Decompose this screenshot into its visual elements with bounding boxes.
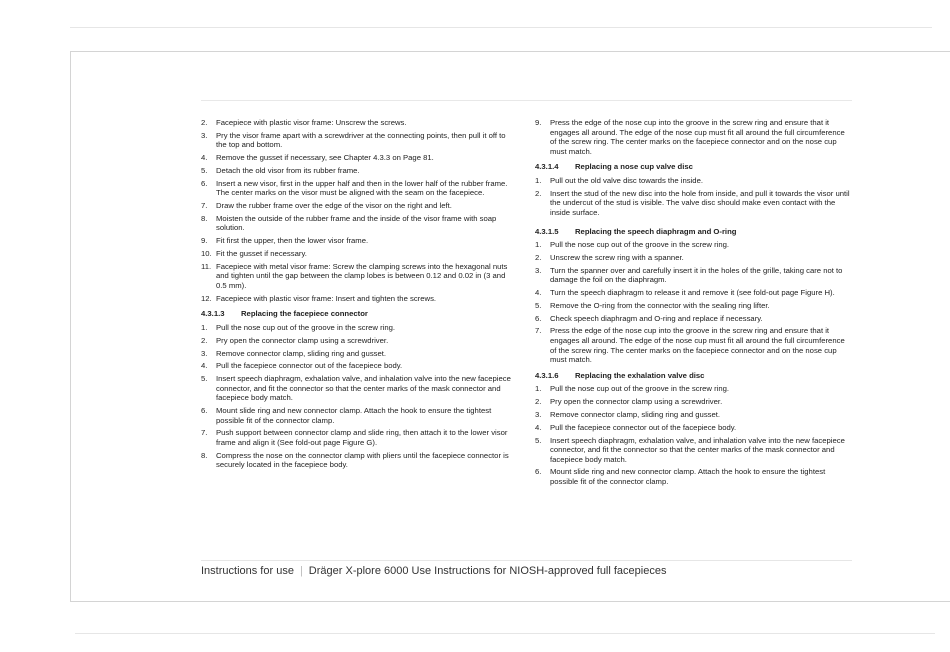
step-number: 5. — [201, 165, 208, 175]
step-number: 8. — [201, 213, 208, 223]
step-text: Press the edge of the nose cup into the groove in the screw ring and ensure that it engages all around. The edge of the nose cup must fit all around the full circumference of the screw ring. The center marks on the facepiece connector and on the nose cup must match. — [550, 326, 845, 365]
speech-diaphragm-steps — [535, 240, 853, 365]
list-item — [201, 451, 511, 470]
list-item — [201, 249, 511, 259]
step-number: 1. — [535, 175, 542, 185]
page-top-rule — [201, 100, 852, 101]
page-footer — [201, 565, 666, 577]
list-item — [201, 118, 511, 128]
step-number: 4. — [201, 361, 208, 371]
step-text: Turn the spanner over and carefully insert it in the holes of the grille, taking care not to damage the foil on the diaphragm. — [550, 265, 843, 285]
step-text: Draw the rubber frame over the edge of the visor on the right and left. — [216, 201, 452, 211]
list-item — [535, 467, 853, 486]
list-item — [201, 336, 511, 346]
step-number: 4. — [535, 288, 542, 298]
step-text: Pry open the connector clamp using a screwdriver. — [216, 335, 389, 345]
step-number: 7. — [535, 326, 542, 336]
visor-replacement-steps — [201, 118, 511, 303]
facepiece-connector-steps — [201, 323, 511, 470]
step-number: 3. — [201, 348, 208, 358]
step-text: Check speech diaphragm and O-ring and replace if necessary. — [550, 313, 763, 323]
step-number: 3. — [201, 130, 208, 140]
step-text: Insert speech diaphragm, exhalation valve, and inhalation valve into the new facepiece connector, and fit the connector so that the center marks of the mask connector and facepiece body match. — [550, 435, 845, 464]
step-text: Facepiece with plastic visor frame: Unscrew the screws. — [216, 118, 407, 127]
list-item — [535, 118, 853, 156]
step-text: Remove connector clamp, sliding ring and gusset. — [216, 348, 387, 358]
list-item — [201, 374, 511, 403]
list-item — [535, 423, 853, 433]
list-item — [535, 266, 853, 285]
step-note: The center marks on the visor must be aligned with the seam on the facepiece. — [216, 188, 485, 198]
step-text: Mount slide ring and new connector clamp. Attach the hook to ensure the tightest possible fit of the connector clamp. — [216, 406, 492, 425]
list-item — [201, 131, 511, 150]
step-number: 6. — [535, 313, 542, 323]
step-text: Remove connector clamp, sliding ring and gusset. — [550, 409, 721, 419]
step-number: 11. — [201, 261, 212, 271]
list-item — [201, 166, 511, 176]
step-number: 6. — [535, 467, 542, 477]
step-text: Turn the speech diaphragm to release it and remove it (see fold-out page Figure H). — [550, 288, 835, 298]
list-item — [535, 384, 853, 394]
list-item — [201, 262, 511, 291]
step-number: 2. — [535, 188, 542, 198]
step-number: 8. — [201, 450, 208, 460]
step-text: Pry open the connector clamp using a screwdriver. — [550, 397, 723, 407]
step-text: Remove the O-ring from the connector with the sealing ring lifter. — [550, 300, 770, 310]
list-item — [535, 326, 853, 364]
step-number: 1. — [535, 240, 542, 250]
footer-separator: | — [299, 565, 303, 577]
step-number: 4. — [535, 422, 542, 432]
step-number: 4. — [201, 153, 208, 163]
step-text: Fit first the upper, then the lower visor frame. — [216, 236, 369, 246]
step-number: 2. — [201, 118, 208, 127]
list-item — [201, 214, 511, 233]
list-item — [535, 240, 853, 250]
list-item — [535, 301, 853, 311]
list-item — [201, 294, 511, 304]
step-number: 2. — [535, 252, 542, 262]
step-text: Pull the facepiece connector out of the facepiece body. — [216, 361, 403, 371]
list-item — [535, 314, 853, 324]
step-text: Facepiece with plastic visor frame: Insert and tighten the screws. — [216, 293, 437, 303]
step-text: Unscrew the screw ring with a spanner. — [550, 252, 684, 262]
step-text: Facepiece with metal visor frame: Screw the clamping screws into the hexagonal nuts and tighten until the gap between the clamp lobes is between 0.12 and 0.02 in (3 and 0.5 mm). — [216, 261, 508, 290]
step-text: Insert the stud of the new disc into the hole from inside, and pull it towards the visor until the undercut of the stud is visible. The valve disc should make even contact with the inside surface. — [550, 188, 850, 217]
step-number: 2. — [201, 335, 208, 345]
step-number: 1. — [201, 322, 208, 332]
nose-cup-step — [535, 118, 853, 156]
step-text: Pry the visor frame apart with a screwdriver at the connecting points, then pull it off to the top and bottom. — [216, 130, 506, 150]
step-number: 5. — [535, 300, 542, 310]
step-text: Compress the nose on the connector clamp with pliers until the facepiece connector is securely located in the facepiece body. — [216, 450, 509, 470]
list-item — [201, 201, 511, 211]
step-number: 12. — [201, 293, 212, 303]
list-item — [201, 406, 511, 425]
section-heading-4-3-1-3: 4.3.1.3 Replacing the facepiece connector — [201, 309, 368, 319]
list-item — [535, 253, 853, 263]
exhalation-valve-steps — [535, 384, 853, 486]
step-number: 5. — [201, 374, 208, 384]
list-item — [535, 288, 853, 298]
section-heading-4-3-1-5: 4.3.1.5 Replacing the speech diaphragm and O-ring — [535, 226, 737, 236]
step-text: Push support between connector clamp and slide ring, then attach it to the lower visor frame and align it (See fold-out page Figure G). — [216, 428, 508, 448]
list-item — [535, 410, 853, 420]
step-number: 5. — [535, 435, 542, 445]
document-page — [70, 51, 950, 602]
list-item — [201, 236, 511, 246]
list-item — [201, 179, 511, 198]
footer-doc-type: Instructions for use — [201, 565, 294, 577]
step-text: Pull the facepiece connector out of the facepiece body. — [550, 422, 737, 432]
step-number: 3. — [535, 409, 542, 419]
footer-rule — [201, 560, 852, 561]
list-item — [201, 323, 511, 333]
step-text: Moisten the outside of the rubber frame and the inside of the visor frame with soap solution. — [216, 213, 497, 233]
step-number: 9. — [201, 236, 208, 246]
step-number: 6. — [201, 406, 208, 416]
step-text: Remove the gusset if necessary, see Chapter 4.3.3 on Page 81. — [216, 153, 434, 163]
list-item — [535, 189, 853, 218]
step-text: Insert speech diaphragm, exhalation valve, and inhalation valve into the new facepiece connector, and fit the connector so that the center marks of the mask connector and facepiece body match. — [216, 374, 511, 403]
left-column — [201, 118, 511, 473]
list-item — [201, 361, 511, 371]
viewer-bottom-divider — [75, 633, 935, 634]
footer-doc-title: Dräger X-plore 6000 Use Instructions for NIOSH-approved full facepieces — [308, 565, 667, 577]
step-text: Mount slide ring and new connector clamp. Attach the hook to ensure the tightest possible fit of the connector clamp. — [550, 467, 826, 487]
list-item — [535, 397, 853, 407]
step-text: Fit the gusset if necessary. — [216, 249, 307, 259]
section-heading-4-3-1-4: 4.3.1.4 Replacing a nose cup valve disc — [535, 162, 693, 172]
step-text: Pull out the old valve disc towards the inside. — [550, 175, 703, 185]
list-item — [535, 176, 853, 186]
step-text: Pull the nose cup out of the groove in the screw ring. — [216, 322, 396, 332]
list-item — [201, 349, 511, 359]
list-item — [535, 436, 853, 465]
step-text: Press the edge of the nose cup into the groove in the screw ring and ensure that it engages all around. The edge of the nose cup must fit all around the full circumference of the screw ring. The center marks on the facepiece connector and on the nose cup must match. — [550, 118, 845, 156]
step-text: Pull the nose cup out of the groove in the screw ring. — [550, 384, 730, 394]
list-item — [201, 428, 511, 447]
step-number: 9. — [535, 118, 542, 127]
step-text: Detach the old visor from its rubber frame. — [216, 165, 360, 175]
step-number: 3. — [535, 265, 542, 275]
viewer-top-divider — [70, 27, 932, 28]
step-number: 2. — [535, 397, 542, 407]
step-number: 7. — [201, 201, 208, 211]
step-text: Pull the nose cup out of the groove in the screw ring. — [550, 240, 730, 250]
step-text: Insert a new visor, first in the upper half and then in the lower half of the rubber frame. — [216, 178, 508, 188]
list-item — [201, 153, 511, 163]
section-heading-4-3-1-6: 4.3.1.6 Replacing the exhalation valve disc — [535, 370, 705, 380]
right-column — [535, 118, 853, 490]
valve-disc-steps — [535, 176, 853, 218]
step-number: 7. — [201, 428, 208, 438]
step-number: 6. — [201, 178, 208, 188]
step-number: 1. — [535, 384, 542, 394]
step-number: 10. — [201, 249, 212, 259]
